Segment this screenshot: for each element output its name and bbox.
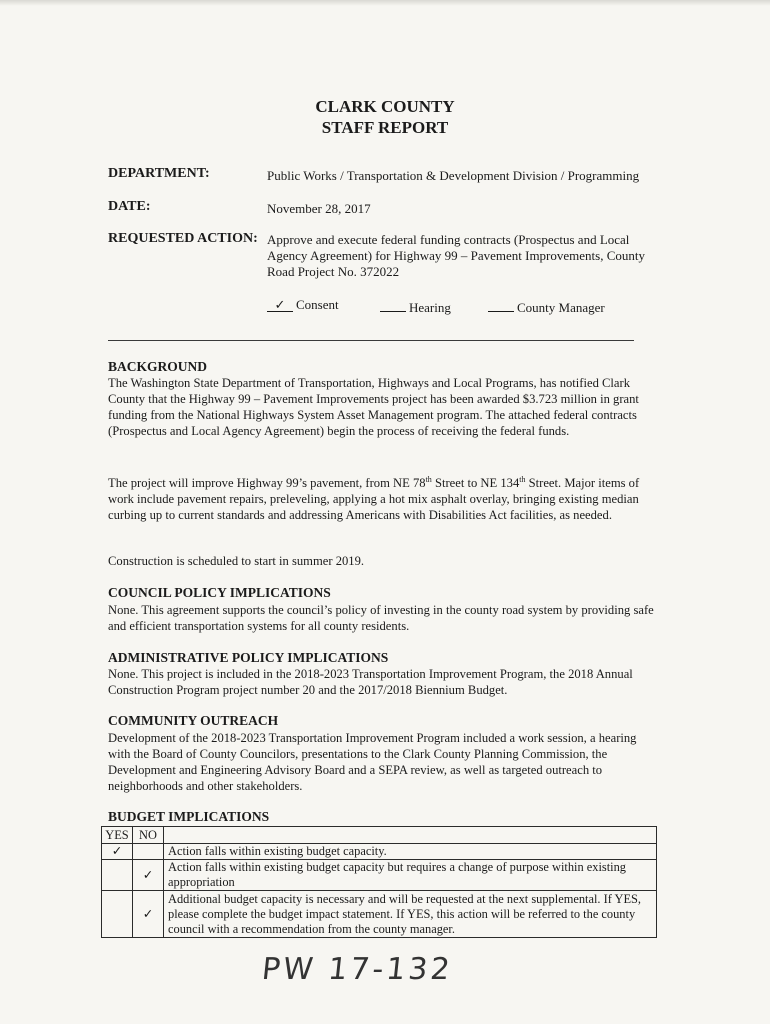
requested-action-label: REQUESTED ACTION: — [108, 231, 258, 246]
administrative-paragraph: None. This project is included in the 2018-2023 Transportation Improvement Program, the 2018 Annual Construction Program project number 20 and the 2017/2018 Biennium Budget. — [108, 667, 633, 697]
hearing-label: Hearing — [409, 300, 451, 315]
no-checkmark: ✓ — [133, 891, 164, 938]
budget-row — [102, 860, 657, 891]
yes-checkmark — [102, 860, 133, 891]
yes-checkmark — [102, 891, 133, 938]
budget-row — [102, 844, 657, 860]
divider — [108, 340, 634, 341]
outreach-heading: COMMUNITY OUTREACH — [108, 713, 279, 728]
background-p2-a: The project will improve Highway 99’s pavement, from NE 78 — [108, 476, 426, 491]
budget-row-text: Action falls within existing budget capacity. — [164, 844, 657, 860]
background-paragraph-3: Construction is scheduled to start in summer 2019. — [108, 554, 365, 568]
yes-header: YES — [102, 827, 133, 844]
budget-table — [101, 826, 657, 938]
budget-row-text: Action falls within existing budget capacity but requires a change of purpose within existing appropriation — [164, 860, 657, 891]
budget-table-header — [102, 827, 657, 844]
budget-heading: BUDGET IMPLICATIONS — [108, 809, 270, 824]
background-p2-b: Street to NE 134 — [431, 476, 520, 491]
background-p2-sup1: th — [425, 475, 432, 484]
budget-row-text: Additional budget capacity is necessary and will be requested at the next supplemental. If YES, please complete the budget impact statement. If YES, this action will be referred to the county council with a recommendation from the county manager. — [164, 891, 657, 938]
county-title: CLARK COUNTY — [315, 97, 455, 116]
background-p2-c: Street. Major items of work include pavement repairs, preleveling, applying a hot mix asphalt overlay, bringing existing median curbing up to current standards and addressing Americans with Disabilities Act facilities, as needed. — [108, 476, 640, 523]
yes-checkmark: ✓ — [102, 844, 133, 860]
option-county-manager — [488, 297, 605, 316]
no-checkmark — [133, 844, 164, 860]
consent-checkmark: ✓ — [267, 297, 293, 312]
outreach-paragraph: Development of the 2018-2023 Transportation Improvement Program included a work session, a hearing with the Board of County Councilors, presentations to the Clark County Planning Commission, the Development and Engineering Advisory Board and a SEPA review, as well as targeted outreach to neighborhoods and other stakeholders. — [108, 731, 637, 793]
county-manager-checkmark — [488, 297, 514, 312]
date-label: DATE: — [108, 199, 151, 214]
no-header: NO — [133, 827, 164, 844]
requested-action-value: Approve and execute federal funding contracts (Prospectus and Local Agency Agreement) for Highway 99 – Pavement Improvements, County Road Project No. 372022 — [267, 232, 645, 279]
background-p2-sup2: th — [519, 475, 526, 484]
department-label: DEPARTMENT: — [108, 166, 210, 181]
consent-label: Consent — [296, 297, 339, 312]
county-manager-label: County Manager — [517, 300, 605, 315]
hearing-checkmark — [380, 297, 406, 312]
date-value: November 28, 2017 — [267, 201, 371, 216]
budget-row — [102, 891, 657, 938]
option-hearing — [380, 297, 451, 316]
background-paragraph-1: The Washington State Department of Transportation, Highways and Local Programs, has notified Clark County that the Highway 99 – Pavement Improvements project has been awarded $3.723 million in grant funding from the National Highways System Asset Management program. The attached federal contracts (Prospectus and Local Agency Agreement) begin the process of receiving the federal funds. — [108, 376, 639, 438]
background-paragraph-2 — [108, 472, 660, 523]
background-heading: BACKGROUND — [108, 359, 208, 374]
administrative-heading: ADMINISTRATIVE POLICY IMPLICATIONS — [108, 650, 389, 665]
council-paragraph: None. This agreement supports the council’s policy of investing in the county road system by providing safe and efficient transportation systems for all county residents. — [108, 603, 654, 633]
council-heading: COUNCIL POLICY IMPLICATIONS — [108, 585, 331, 600]
handwritten-file-number: PW 17-132 — [260, 952, 455, 987]
option-consent — [267, 297, 339, 313]
scan-edge — [0, 0, 770, 6]
description-header — [164, 827, 657, 844]
report-title: STAFF REPORT — [321, 118, 449, 137]
department-value: Public Works / Transportation & Development Division / Programming — [267, 168, 640, 183]
no-checkmark: ✓ — [133, 860, 164, 891]
